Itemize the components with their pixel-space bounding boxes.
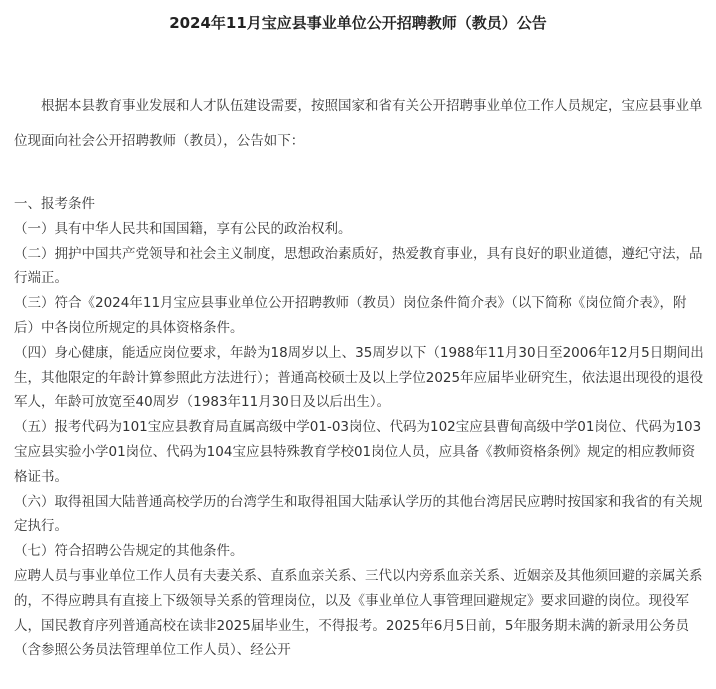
restriction-paragraph: 应聘人员与事业单位工作人员有夫妻关系、直系血亲关系、三代以内旁系血亲关系、近姻亲及其他须回避的亲属关系的，不得应聘具有直接上下级领导关系的管理岗位，以及《事业单位人事管理回避规定》要求回避的岗位。现役军人，国民教育序列普通高校在读非2025届毕业生，不得报考。2025年6月5日前，5年服务期未满的新录用公务员（含参照公务员法管理单位工作人员）、经公开 <box>14 567 703 659</box>
condition-item: （五）报考代码为101宝应县教育局直属高级中学01-03岗位、代码为102宝应县曹甸高级中学01岗位、代码为103宝应县实验小学01岗位、代码为104宝应县特殊教育学校01岗位人员，应具备《教师资格条例》规定的相应教师资格证书。 <box>14 419 702 485</box>
condition-item: （二）拥护中国共产党领导和社会主义制度，思想政治素质好，热爱教育事业，具有良好的职业道德，遵纪守法，品行端正。 <box>14 245 703 287</box>
condition-item: （四）身心健康，能适应岗位要求，年龄为18周岁以上、35周岁以下（1988年11月30日至2006年12月5日期间出生，其他限定的年龄计算参照此方法进行）；普通高校硕士及以上学位2025年应届毕业研究生，依法退出现役的退役军人，年龄可放宽至40周岁（1983年11月30日及以后出生）。 <box>14 344 704 411</box>
page-title: 2024年11月宝应县事业单位公开招聘教师（教员）公告 <box>169 14 547 32</box>
article-body <box>14 192 704 663</box>
condition-item: （一）具有中华人民共和国国籍，享有公民的政治权利。 <box>14 220 352 237</box>
intro-paragraph: 根据本县教育事业发展和人才队伍建设需要，按照国家和省有关公开招聘事业单位工作人员规定，宝应县事业单位现面向社会公开招聘教师（教员），公告如下： <box>14 98 703 149</box>
section-heading: 一、报考条件 <box>14 196 95 212</box>
condition-item: （三）符合《2024年11月宝应县事业单位公开招聘教师（教员）岗位条件简介表》（以下简称《岗位简介表》，附后）中各岗位所规定的具体资格条件。 <box>14 295 687 336</box>
condition-item: （六）取得祖国大陆普通高校学历的台湾学生和取得祖国大陆承认学历的其他台湾居民应聘时按国家和我省的有关规定执行。 <box>14 493 703 535</box>
condition-item: （七）符合招聘公告规定的其他条件。 <box>14 543 244 560</box>
